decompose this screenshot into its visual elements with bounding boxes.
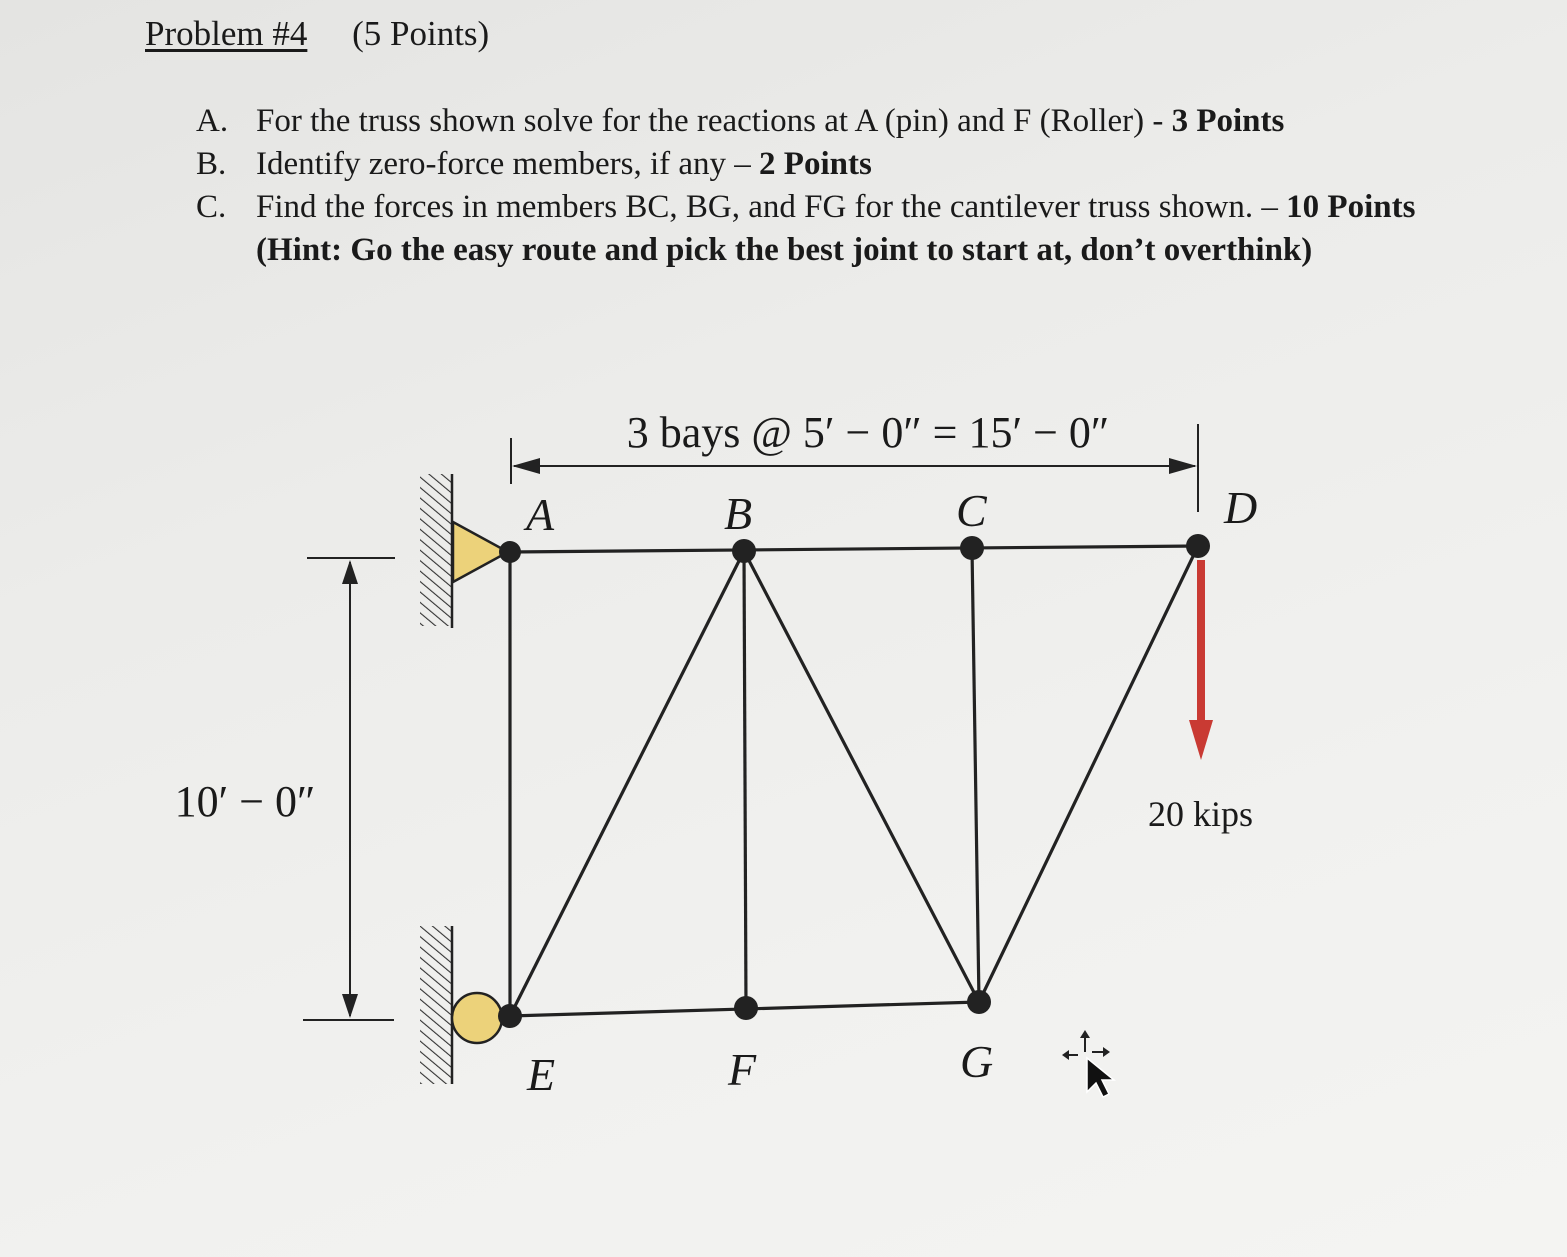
- label-d: D: [1224, 482, 1258, 533]
- span-dimension-label: 3 bays @ 5′ − 0″ = 15′ − 0″: [626, 408, 1110, 457]
- part-points: 10 Points (Hint: Go the easy route and pick the best joint to start at, don’t overthink): [256, 189, 1416, 268]
- problem-title: Problem #4: [145, 14, 308, 53]
- wall-hatch-top: [420, 474, 452, 626]
- member-bf: [744, 551, 746, 1008]
- height-dimension-label: 10′ − 0″: [174, 777, 316, 826]
- height-dimension: [175, 558, 395, 1020]
- part-text: For the truss shown solve for the reactions at A (pin) and F (Roller) -: [256, 103, 1172, 139]
- joint-d: [1186, 534, 1210, 558]
- joint-f: [734, 996, 758, 1020]
- label-f: F: [728, 1044, 757, 1095]
- label-a: A: [526, 489, 555, 540]
- part-letter: C.: [196, 189, 227, 225]
- wall-hatch-bottom: [420, 926, 452, 1084]
- joint-c: [960, 536, 984, 560]
- joints: [498, 534, 1210, 1028]
- label-c: C: [956, 485, 987, 536]
- member-top-chord: [510, 546, 1198, 552]
- part-points: 2 Points: [759, 146, 872, 182]
- part-points: 3 Points: [1171, 103, 1285, 139]
- load-label: 20 kips: [1148, 794, 1254, 834]
- part-letter: B.: [196, 146, 227, 182]
- load-arrow: [1189, 560, 1213, 760]
- label-b: B: [724, 488, 753, 539]
- joint-e: [498, 1004, 522, 1028]
- joint-b: [732, 539, 756, 563]
- joint-a: [499, 541, 521, 563]
- member-bg: [744, 551, 979, 1002]
- part-letter: A.: [196, 103, 229, 139]
- joint-g: [967, 990, 991, 1014]
- problem-points: (5 Points): [352, 14, 490, 53]
- part-text: Find the forces in members BC, BG, and FG for the cantilever truss shown. –: [256, 189, 1287, 225]
- member-cg: [972, 548, 979, 1002]
- member-eb: [510, 551, 744, 1016]
- span-dimension: [511, 408, 1198, 512]
- roller-support-e: [452, 993, 502, 1043]
- move-cursor-icon: [1062, 1030, 1114, 1097]
- member-gd: [979, 546, 1198, 1002]
- truss-members: [510, 546, 1198, 1016]
- label-e: E: [527, 1049, 556, 1100]
- part-text: Identify zero-force members, if any –: [256, 146, 760, 182]
- label-g: G: [960, 1036, 994, 1087]
